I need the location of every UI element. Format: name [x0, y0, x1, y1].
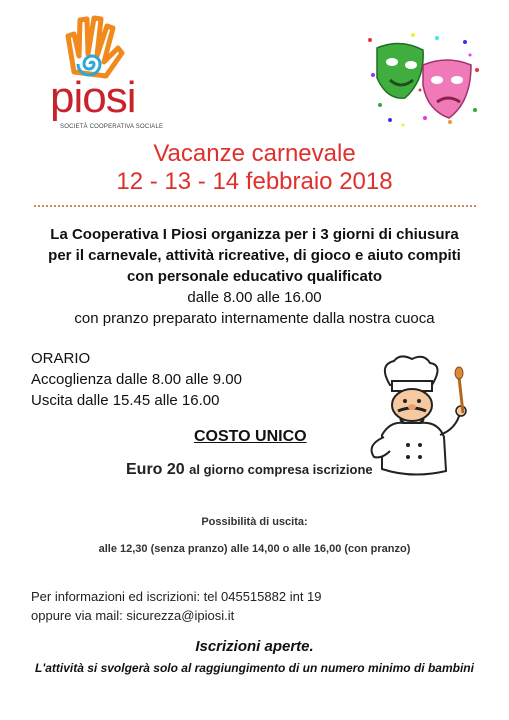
price-value: Euro 20 [126, 461, 185, 478]
orario-heading: ORARIO [31, 350, 91, 367]
intro-line-3: con personale educativo qualificato [126, 268, 383, 285]
chef-illustration [360, 355, 475, 480]
costo-heading: COSTO UNICO [194, 428, 307, 445]
contact-email: oppure via mail: sicurezza@ipiosi.it [31, 608, 235, 623]
page-title: Vacanze carnevale [153, 140, 356, 167]
piosi-logo [44, 14, 164, 130]
logo-wordmark: piosi [50, 73, 136, 122]
intro-line-1: La Cooperativa I Piosi organizza per i 3 giorni di chiusura [50, 226, 459, 243]
dotted-divider [34, 205, 476, 207]
uscita-options: alle 12,30 (senza pranzo) alle 14,00 o alle 16,00 (con pranzo) [98, 543, 411, 555]
iscrizioni-aperte: Iscrizioni aperte. [195, 638, 314, 655]
contact-phone: Per informazioni ed iscrizioni: tel 045515882 int 19 [31, 589, 322, 604]
minimum-note: L'attività si svolgerà solo al raggiungimento di un numero minimo di bambini [35, 661, 474, 675]
uscita-heading: Possibilità di uscita: [201, 516, 308, 528]
intro-hours: dalle 8.00 alle 16.00 [187, 289, 322, 306]
carnival-masks-image [365, 30, 483, 128]
page-dates: 12 - 13 - 14 febbraio 2018 [116, 168, 393, 195]
intro-line-2: per il carnevale, attività ricreative, di gioco e aiuto compiti [48, 247, 461, 264]
orario-exit: Uscita dalle 15.45 alle 16.00 [31, 392, 220, 409]
price-line [126, 461, 373, 479]
intro-lunch: con pranzo preparato internamente dalla nostra cuoca [74, 310, 435, 327]
price-note: al giorno compresa iscrizione [189, 462, 373, 477]
logo-subtitle: SOCIETÀ COOPERATIVA SOCIALE [60, 124, 164, 130]
orario-entry: Accoglienza dalle 8.00 alle 9.00 [31, 371, 242, 388]
